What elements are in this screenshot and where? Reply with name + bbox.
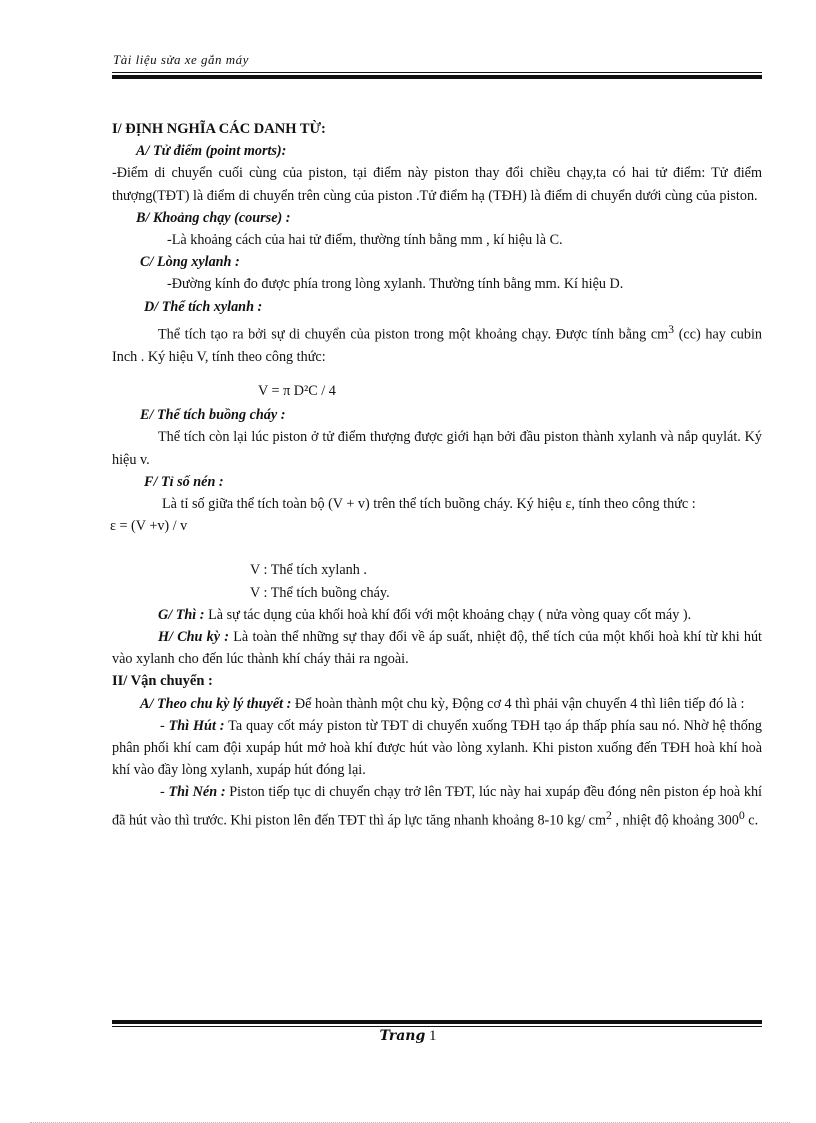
text-g: Là sự tác dụng của khối hoà khí đối với một khoảng chạy ( nửa vòng quay cốt máy ). (204, 606, 692, 623)
definition-v-cylinder: V : Thể tích xylanh . (250, 562, 367, 579)
dash-hut: - (160, 717, 169, 734)
label-nen: Thì Nén : (168, 784, 226, 801)
page-number: 1 (429, 1028, 437, 1044)
heading-e: E/ Thể tích buồng cháy : (140, 407, 286, 424)
page-word: Trang (379, 1028, 426, 1044)
paragraph-g (112, 604, 762, 626)
dash-nen: - (160, 784, 169, 801)
heading-d: D/ Thể tích xylanh : (144, 298, 263, 315)
definition-v-chamber: V : Thể tích buồng cháy. (250, 584, 390, 601)
heading-a: A/ Tử điểm (point morts): (136, 143, 287, 160)
text-nen-3: c. (744, 812, 759, 829)
cm3-superscript: 3 (668, 321, 675, 336)
heading-b: B/ Khoảng chạy (course) : (136, 209, 291, 226)
section-2-heading: II/ Vận chuyển : (112, 673, 213, 690)
text-hut: Ta quay cốt máy piston từ TĐT di chuyển xuống TĐH tạo áp thấp phía sau nó. Nhờ hệ thống phân phối khí cam đội xupáp hút mở hoà khí được hút vào lòng xylanh. Khi piston xuống đến TĐH hoà khí hoà khí vào đầy lòng xylanh, xupáp hút đóng lại. (112, 717, 762, 779)
text-2a: Để hoàn thành một chu kỳ, Động cơ 4 thì phải vận chuyển 4 thì liên tiếp đó là : (291, 695, 745, 712)
header-rule-thin (112, 72, 762, 73)
label-g: G/ Thì : (158, 606, 205, 623)
paragraph-nen (112, 781, 762, 831)
paragraph-a: -Điểm di chuyển cuối cùng của piston, tại điểm này piston thay đổi chiều chạy,ta có hai tử điểm: Tử điểm thượng(TĐT) là điểm di chuyển trên cùng của piston .Tử điểm hạ (TĐH) là điểm di chuyển dưới cùng của piston. (112, 165, 762, 204)
text-nen: Piston tiếp tục di chuyển chạy trở lên TĐT, lúc này hai xupáp đều đóng nên piston ép hoà khí đã hút vào thì trước. Khi piston lên đến TĐT thì áp lực tăng nhanh khoảng 8-10 kg/ cm (112, 784, 762, 829)
label-h: H/ Chu kỳ : (158, 629, 230, 645)
cm2-superscript: 2 (606, 807, 612, 822)
paragraph-h (112, 626, 762, 670)
heading-c: C/ Lòng xylanh : (140, 254, 240, 271)
paragraph-2a (112, 693, 762, 715)
label-2a: A/ Theo chu kỳ lý thuyết : (140, 695, 292, 712)
formula-compression: ε = (V +v) / v (110, 518, 188, 535)
footer-rule-thick (112, 1020, 762, 1024)
spacer (112, 537, 762, 559)
footer-rule-thin (112, 1026, 762, 1027)
degree-superscript: 0 (738, 807, 745, 822)
header-title: Tài liệu sửa xe gắn máy (113, 52, 249, 67)
paragraph-e: Thể tích còn lại lúc piston ở tử điểm thượng được giới hạn bởi đầu piston thành xylanh và nắp quylát. Ký hiệu v. (112, 429, 762, 468)
section-1-heading: I/ ĐỊNH NGHĨA CÁC DANH TỪ: (112, 121, 326, 137)
header-rule-thick (112, 75, 762, 79)
text-nen-2: , nhiệt độ khoảng 300 (611, 812, 739, 829)
paragraph-d-text-2: (cc) hay cubin Inch . Ký hiệu V, tính theo công thức: (112, 326, 762, 365)
paragraph-b: -Là khoảng cách của hai tử điểm, thường tính bằng mm , kí hiệu là C. (167, 232, 563, 249)
formula-volume: V = π D²C / 4 (258, 382, 336, 399)
paragraph-d (112, 318, 762, 368)
document-body (112, 118, 762, 832)
label-hut: Thì Hút : (168, 717, 225, 734)
paragraph-d-text: Thể tích tạo ra bởi sự di chuyển của piston trong một khoảng chạy. Được tính bằng cm (158, 326, 669, 343)
paragraph-hut (112, 715, 762, 782)
heading-f: F/ Tỉ số nén : (144, 473, 224, 490)
paragraph-c: -Đường kính đo được phía trong lòng xylanh. Thường tính bằng mm. Kí hiệu D. (167, 276, 624, 293)
page-footer (0, 1028, 816, 1045)
text-h: Là toàn thể những sự thay đổi về áp suất, nhiệt độ, thể tích của một khối hoà khí từ khi hút vào xylanh cho đến lúc thành khí cháy thải ra ngoài. (112, 629, 762, 668)
paragraph-f: Là tỉ số giữa thể tích toàn bộ (V + v) trên thể tích buồng cháy. Ký hiệu ε, tính theo công thức : (162, 495, 696, 512)
